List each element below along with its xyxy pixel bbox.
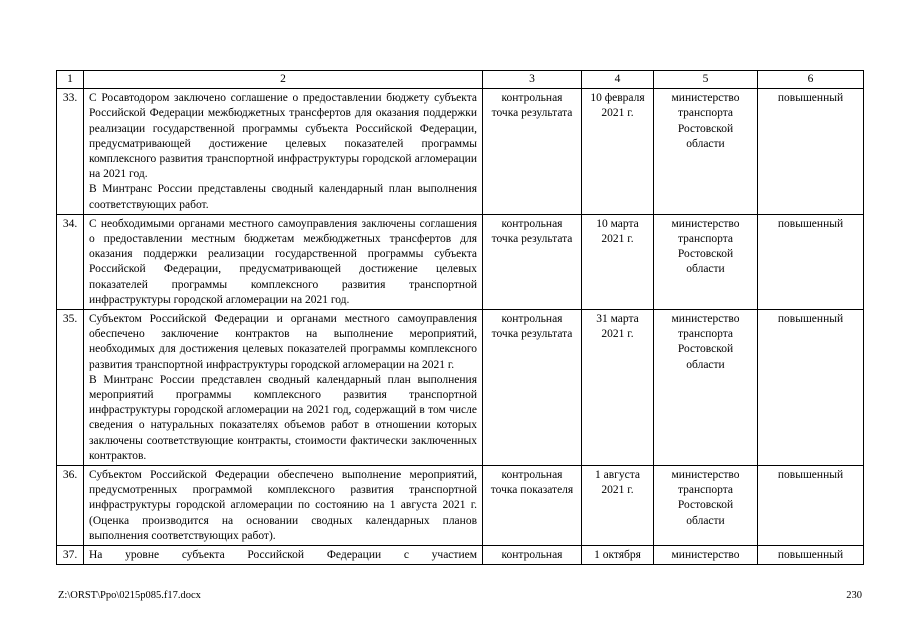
row-type-text: контрольная [501, 549, 563, 562]
description-paragraph: Субъектом Российской Федерации и органами местного самоуправления обеспечено заключение контрактов на выполнение мероприятий, необходимых для достижения целевых показателей программы комплексного развития транспортной инфраструктуры городской агломерации на 2021 г. [89, 313, 477, 371]
measures-table [56, 70, 864, 565]
description-paragraph: С необходимыми органами местного самоуправления заключены соглашения о предоставлении местным бюджетам межбюджетных трансфертов для оказания поддержки реализации государственной программы субъекта Российской Федерации, предусматривающей достижение целевых показателей программы комплексного развития транспортной инфраструктуры городской агломерации на 2021 год. [89, 217, 477, 306]
row-responsible [654, 546, 758, 565]
row-type: контрольная точка результата [483, 89, 582, 215]
row-date: 10 марта 2021 г. [582, 214, 654, 309]
row-responsible: министерство транспорта Ростовской области [654, 214, 758, 309]
row-description [84, 214, 483, 309]
row-number: 35. [57, 310, 84, 466]
row-date [582, 546, 654, 565]
header-cell: 3 [483, 71, 582, 89]
row-type: контрольная точка показателя [483, 466, 582, 546]
description-paragraph: С Росавтодором заключено соглашение о предоставлении бюджету субъекта Российской Федерации межбюджетных трансфертов для оказания поддержки реализации государственной программы субъекта Российской Федерации, предусматривающей достижение целевых показателей программы комплексного развития транспортной инфраструктуры городской агломерации на 2021 год. [89, 92, 477, 181]
description-paragraph: В Минтранс России представлен сводный календарный план выполнения мероприятий программы комплексного развития транспортной инфраструктуры городской агломерации на 2021 год, содержащий в том числе сведения о натуральных показателях объемов работ в отношении которых заключены соответствующие контракты, стоимости фактически заключенных контрактов. [89, 373, 477, 462]
description-word: Российской [247, 549, 305, 562]
header-cell: 5 [654, 71, 758, 89]
header-cell: 2 [84, 71, 483, 89]
table-row [57, 214, 864, 309]
row-level [758, 546, 864, 565]
row-level: повышенный [758, 466, 864, 546]
row-type: контрольная точка результата [483, 214, 582, 309]
description-line [89, 548, 477, 562]
row-description [84, 546, 483, 565]
row-date: 10 февраля 2021 г. [582, 89, 654, 215]
header-cell: 4 [582, 71, 654, 89]
row-responsible: министерство транспорта Ростовской области [654, 310, 758, 466]
row-level: повышенный [758, 214, 864, 309]
row-date: 31 марта 2021 г. [582, 310, 654, 466]
row-description [84, 466, 483, 546]
row-type [483, 546, 582, 565]
table-row [57, 310, 864, 466]
header-cell: 1 [57, 71, 84, 89]
row-number: 37. [57, 546, 84, 565]
table-row [57, 466, 864, 546]
description-word: Федерации [326, 549, 382, 562]
row-level: повышенный [758, 310, 864, 466]
footer-file-path: Z:\ORST\Ppo\0215p085.f17.docx [58, 590, 201, 601]
row-number: 34. [57, 214, 84, 309]
description-word: субъекта [181, 549, 225, 562]
row-responsible: министерство транспорта Ростовской области [654, 89, 758, 215]
description-paragraph: Субъектом Российской Федерации обеспечено выполнение мероприятий, предусмотренных программой комплексного развития транспортной инфраструктуры городской агломерации по состоянию на 1 августа 2021 г. (Оценка производится на основании сводных календарных планов выполнения соответствующих работ). [89, 469, 477, 542]
header-cell: 6 [758, 71, 864, 89]
description-word: с [403, 549, 409, 562]
description-word: уровне [125, 549, 160, 562]
row-number: 33. [57, 89, 84, 215]
row-description [84, 310, 483, 466]
row-date: 1 августа 2021 г. [582, 466, 654, 546]
row-number: 36. [57, 466, 84, 546]
table-row [57, 546, 864, 565]
row-date-text: 1 октября [594, 549, 641, 562]
row-type: контрольная точка результата [483, 310, 582, 466]
description-word: На [89, 549, 103, 562]
footer-page-number: 230 [846, 590, 862, 601]
table-row [57, 89, 864, 215]
row-level-text: повышенный [777, 549, 844, 562]
row-description [84, 89, 483, 215]
row-responsible-text: министерство [671, 549, 740, 562]
description-word: участием [431, 549, 477, 562]
row-responsible: министерство транспорта Ростовской области [654, 466, 758, 546]
description-paragraph: В Минтранс России представлены сводный календарный план выполнения соответствующих работ. [89, 183, 477, 211]
row-level: повышенный [758, 89, 864, 215]
table-header-row [57, 71, 864, 89]
